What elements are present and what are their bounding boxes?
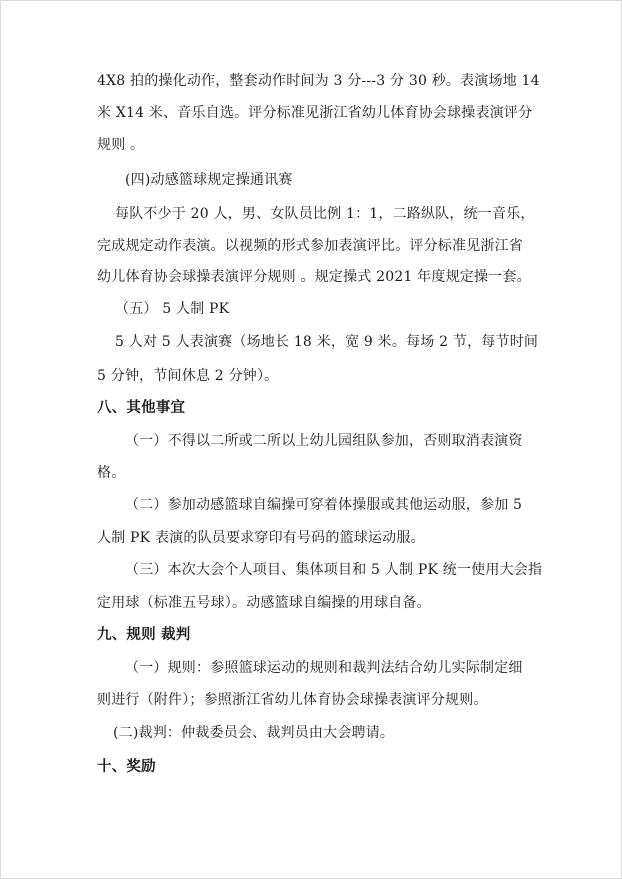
text-line: 人制 PK 表演的队员要求穿印有号码的篮球运动服。 [97,530,425,546]
text-line: (二)裁判：仲裁委员会、裁判员由大会聘请。 [113,725,395,741]
subsection-heading: （五） 5 人制 PK [115,301,230,317]
text-line: 定用球（标准五号球）。动感篮球自编操的用球自备。 [97,595,431,611]
section-heading: 九、规则 裁判 [97,627,191,643]
text-line: （三）本次大会个人项目、集体项目和 5 人制 PK 统一使用大会指 [125,562,543,578]
text-line: （一）规则：参照篮球运动的规则和裁判法结合幼儿实际制定细 [125,660,523,676]
text-line: 幼儿体育协会球操表演评分规则 。规定操式 2021 年度规定操一套。 [97,269,531,285]
section-heading: 十、奖励 [97,759,156,775]
text-line: 格。 [97,465,126,481]
section-heading: 八、其他事宜 [97,400,186,416]
text-line: 米 X14 米、音乐自选。评分标准见浙江省幼儿体育协会球操表演评分 [97,105,533,121]
text-line: 完成规定动作表演。以视频的形式参加表演评比。评分标准见浙江省 [97,238,523,254]
text-line: （二）参加动感篮球自编操可穿着体操服或其他运动服，参加 5 [125,497,523,513]
text-line: 则进行（附件）；参照浙江省幼儿体育协会球操表演评分规则。 [97,692,488,708]
text-line: 规则 。 [97,137,145,153]
text-line: 每队不少于 20 人，男、女队员比例 1：1，二路纵队，统一音乐， [115,206,535,222]
text-line: （一）不得以二所或二所以上幼儿园组队参加，否则取消表演资 [125,433,523,449]
text-line: 5 分钟，节间休息 2 分钟）。 [97,368,279,384]
text-line: 4X8 拍的操化动作，整套动作时间为 3 分---3 分 30 秒。表演场地 14 [97,73,540,89]
subsection-heading: (四)动感篮球规定操通讯赛 [125,172,293,188]
text-line: 5 人对 5 人表演赛（场地长 18 米，宽 9 米。每场 2 节，每节时间 [115,334,539,350]
